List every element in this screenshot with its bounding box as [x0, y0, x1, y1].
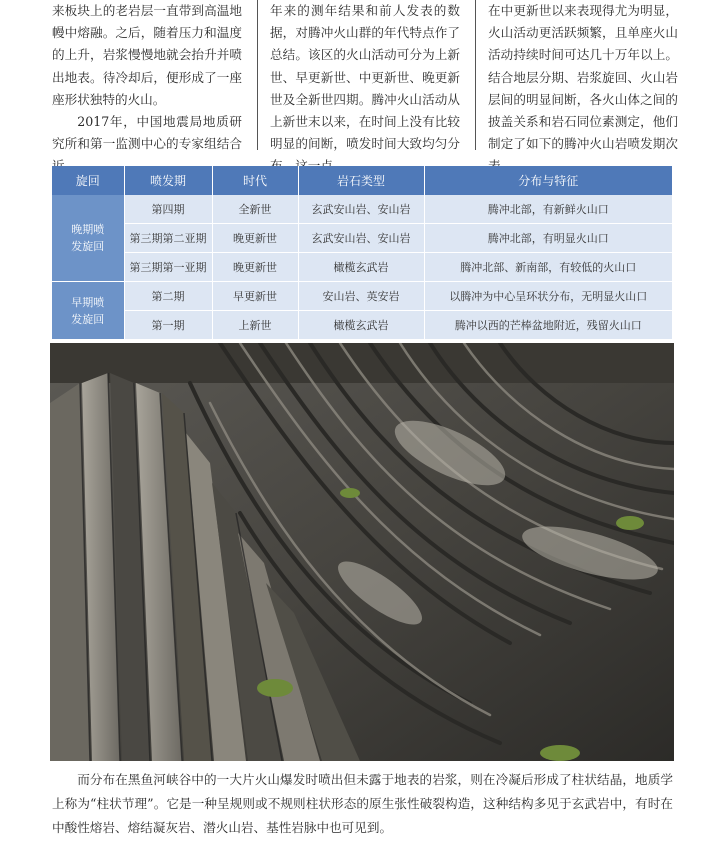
table-row — [52, 282, 673, 311]
column-divider — [257, 0, 258, 150]
feature-cell: 腾冲以西的芒棒盆地附近，残留火山口 — [424, 311, 673, 340]
photo-caption — [52, 768, 673, 840]
paragraph: 在中更新世以来表现得尤为明显，火山活动更活跃频繁，且单座火山活动持续时间可达几十万年以上。结合地层分期、岩浆旋回、火山岩层间的明显间断，各火山体之间的披盖关系和岩石同位素测定，他们制定了如下的腾冲火山岩喷发期次 — [488, 3, 678, 152]
caption-text: 而分布在黑鱼河峡谷中的一大片火山爆发时喷出但未露于地表的岩浆，则在冷凝后形成了柱状结晶，地质学上称为“柱状节理”。它是一种呈规则或不规则柱状形态的原生张性破裂构造，这种结构多见于玄武岩中，有时在中酸性熔岩、熔结凝灰岩、潜火山岩、基性岩脉中也可见到。 — [52, 772, 673, 835]
column-header: 分布与特征 — [424, 166, 673, 195]
column-divider — [475, 0, 476, 150]
period-cell: 第三期第一亚期 — [124, 253, 212, 282]
column-header: 喷发期 — [124, 166, 212, 195]
table-header-row — [52, 166, 673, 195]
text-column-1 — [52, 0, 242, 178]
period-cell: 第三期第二亚期 — [124, 224, 212, 253]
table-row — [52, 253, 673, 282]
rock-cell: 安山岩、英安岩 — [298, 282, 424, 311]
feature-cell: 腾冲北部、新南部，有较低的火山口 — [424, 253, 673, 282]
table-row — [52, 195, 673, 224]
period-cell: 第二期 — [124, 282, 212, 311]
table-row — [52, 311, 673, 340]
paragraph: 年来的测年结果和前人发表的数据，对腾冲火山群的年代特点作了总结。该区的火山活动可分为上新世、早更新世、中更新世、晚更新世及全新世四期。腾冲火山活动从上新世末以来，在时间上没有比较明显的间断，喷发时间大致均匀分 — [270, 3, 460, 152]
table-row — [52, 224, 673, 253]
period-cell: 第四期 — [124, 195, 212, 224]
column-header: 旋回 — [52, 166, 124, 195]
era-cell: 晚更新世 — [212, 224, 298, 253]
feature-cell: 腾冲北部，有明显火山口 — [424, 224, 673, 253]
text-column-3 — [488, 0, 678, 178]
paragraph: 来板块上的老岩层一直带到高温地幔中熔融。之后，随着压力和温度的上升，岩浆慢慢地就会抬升并喷出地表。待冷却后，便形成了一座座形状独特的火山。 — [52, 3, 242, 107]
rock-cell: 橄榄玄武岩 — [298, 311, 424, 340]
era-cell: 全新世 — [212, 195, 298, 224]
feature-cell: 腾冲北部，有新鲜火山口 — [424, 195, 673, 224]
text-column-2 — [270, 0, 460, 178]
eruption-period-table — [52, 166, 673, 340]
era-cell: 晚更新世 — [212, 253, 298, 282]
rock-cell: 玄武安山岩、安山岩 — [298, 224, 424, 253]
columnar-basalt-photo — [50, 343, 674, 761]
rock-cell: 玄武安山岩、安山岩 — [298, 195, 424, 224]
era-cell: 早更新世 — [212, 282, 298, 311]
cycle-cell-late: 晚期喷发旋回 — [52, 195, 124, 282]
column-header: 时代 — [212, 166, 298, 195]
era-cell: 上新世 — [212, 311, 298, 340]
rock-cell: 橄榄玄武岩 — [298, 253, 424, 282]
cycle-cell-early: 早期喷发旋回 — [52, 282, 124, 340]
paragraph: 2017年，中国地震局地质研究所和第一监测中心的专家组结合 — [52, 114, 242, 152]
feature-cell: 以腾冲为中心呈环状分布，无明显火山口 — [424, 282, 673, 311]
column-header: 岩石类型 — [298, 166, 424, 195]
period-cell: 第一期 — [124, 311, 212, 340]
